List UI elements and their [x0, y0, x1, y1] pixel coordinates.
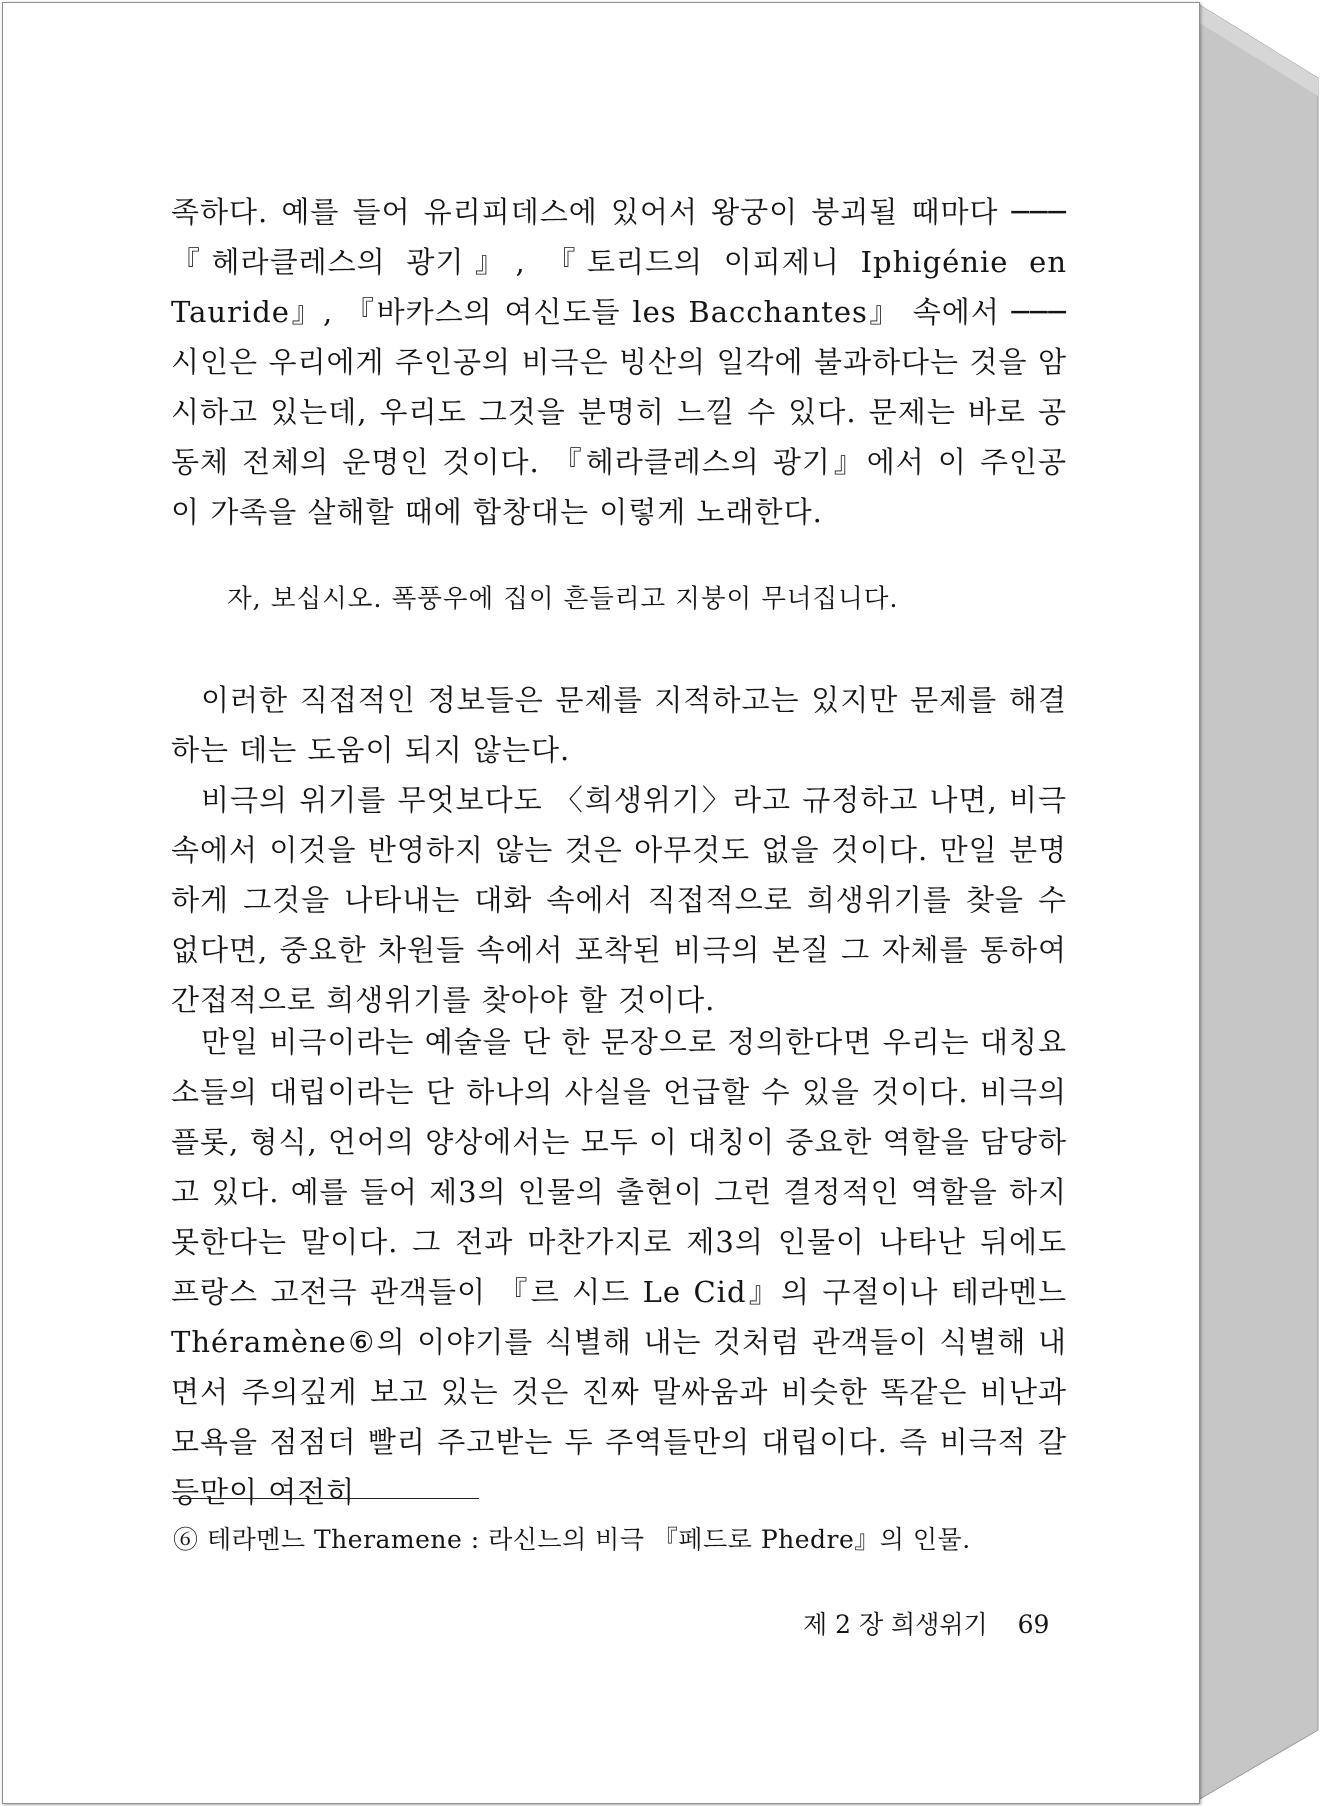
paragraph-3: 비극의 위기를 무엇보다도 〈희생위기〉라고 규정하고 나면, 비극 속에서 이것을 반영하지 않는 것은 아무것도 없을 것이다. 만일 분명하게 그것을 나타내는 대화 속에서 직접적으로 희생위기를 찾을 수 없다면, 중요한 차원들 속에서 포착된 비극의 본질 그 자체를 통하여 간접적으로 희생위기를 찾아야 할 것이다. [171, 783, 1067, 1017]
page-footer [803, 1604, 1049, 1646]
paragraph-1: 족하다. 예를 들어 유리피데스에 있어서 왕궁이 붕괴될 때마다 ─── 『헤라클레스의 광기』, 『토리드의 이피제니 Iphigénie en Tauride』, 『바카스의 여신도들 les Bacchantes』 속에서 ─── 시인은 우리에게 주인공의 비극은 빙산의 일각에 불과하다는 것을 암시하고 있는데, 우리도 그것을 분명히 느낄 수 있다. 문제는 바로 공동체 전체의 운명인 것이다. 『헤라클레스의 광기』에서 이 주인공이 가족을 살해할 때에 합창대는 이렇게 노래한다. [171, 195, 1067, 529]
paragraph-4: 만일 비극이라는 예술을 단 한 문장으로 정의한다면 우리는 대칭요소들의 대립이라는 단 하나의 사실을 언급할 수 있을 것이다. 비극의 플롯, 형식, 언어의 양상에서는 모두 이 대칭이 중요한 역할을 담당하고 있다. 예를 들어 제3의 인물의 출현이 그런 결정적인 역할을 하지 못한다는 말이다. 그 전과 마찬가지로 제3의 인물이 나타난 뒤에도 프랑스 고전극 관객들이 『르 시드 Le Cid』의 구절이나 테라멘느 Théramène⑥의 이야기를 식별해 내는 것처럼 관객들이 식별해 내면서 주의깊게 보고 있는 것은 진짜 말싸움과 비슷한 똑같은 비난과 모욕을 점점더 빨리 주고받는 두 주역들만의 대립이다. 즉 비극적 갈등만이 여전히 [171, 1025, 1067, 1509]
page-sheet [2, 2, 1200, 1804]
block-quote: 자, 보십시오. 폭풍우에 집이 흔들리고 지붕이 무너집니다. [227, 584, 899, 614]
page-number: 69 [1017, 1610, 1050, 1639]
footnote: ⑥ 테라멘느 Theramene : 라신느의 비극 『페드로 Phedre』의 인물. [173, 1525, 971, 1554]
paragraph-2: 이러한 직접적인 정보들은 문제를 지적하고는 있지만 문제를 해결하는 데는 도움이 되지 않는다. [171, 683, 1067, 767]
footnote-divider [173, 1498, 479, 1499]
chapter-title: 제 2 장 희생위기 [803, 1610, 988, 1639]
